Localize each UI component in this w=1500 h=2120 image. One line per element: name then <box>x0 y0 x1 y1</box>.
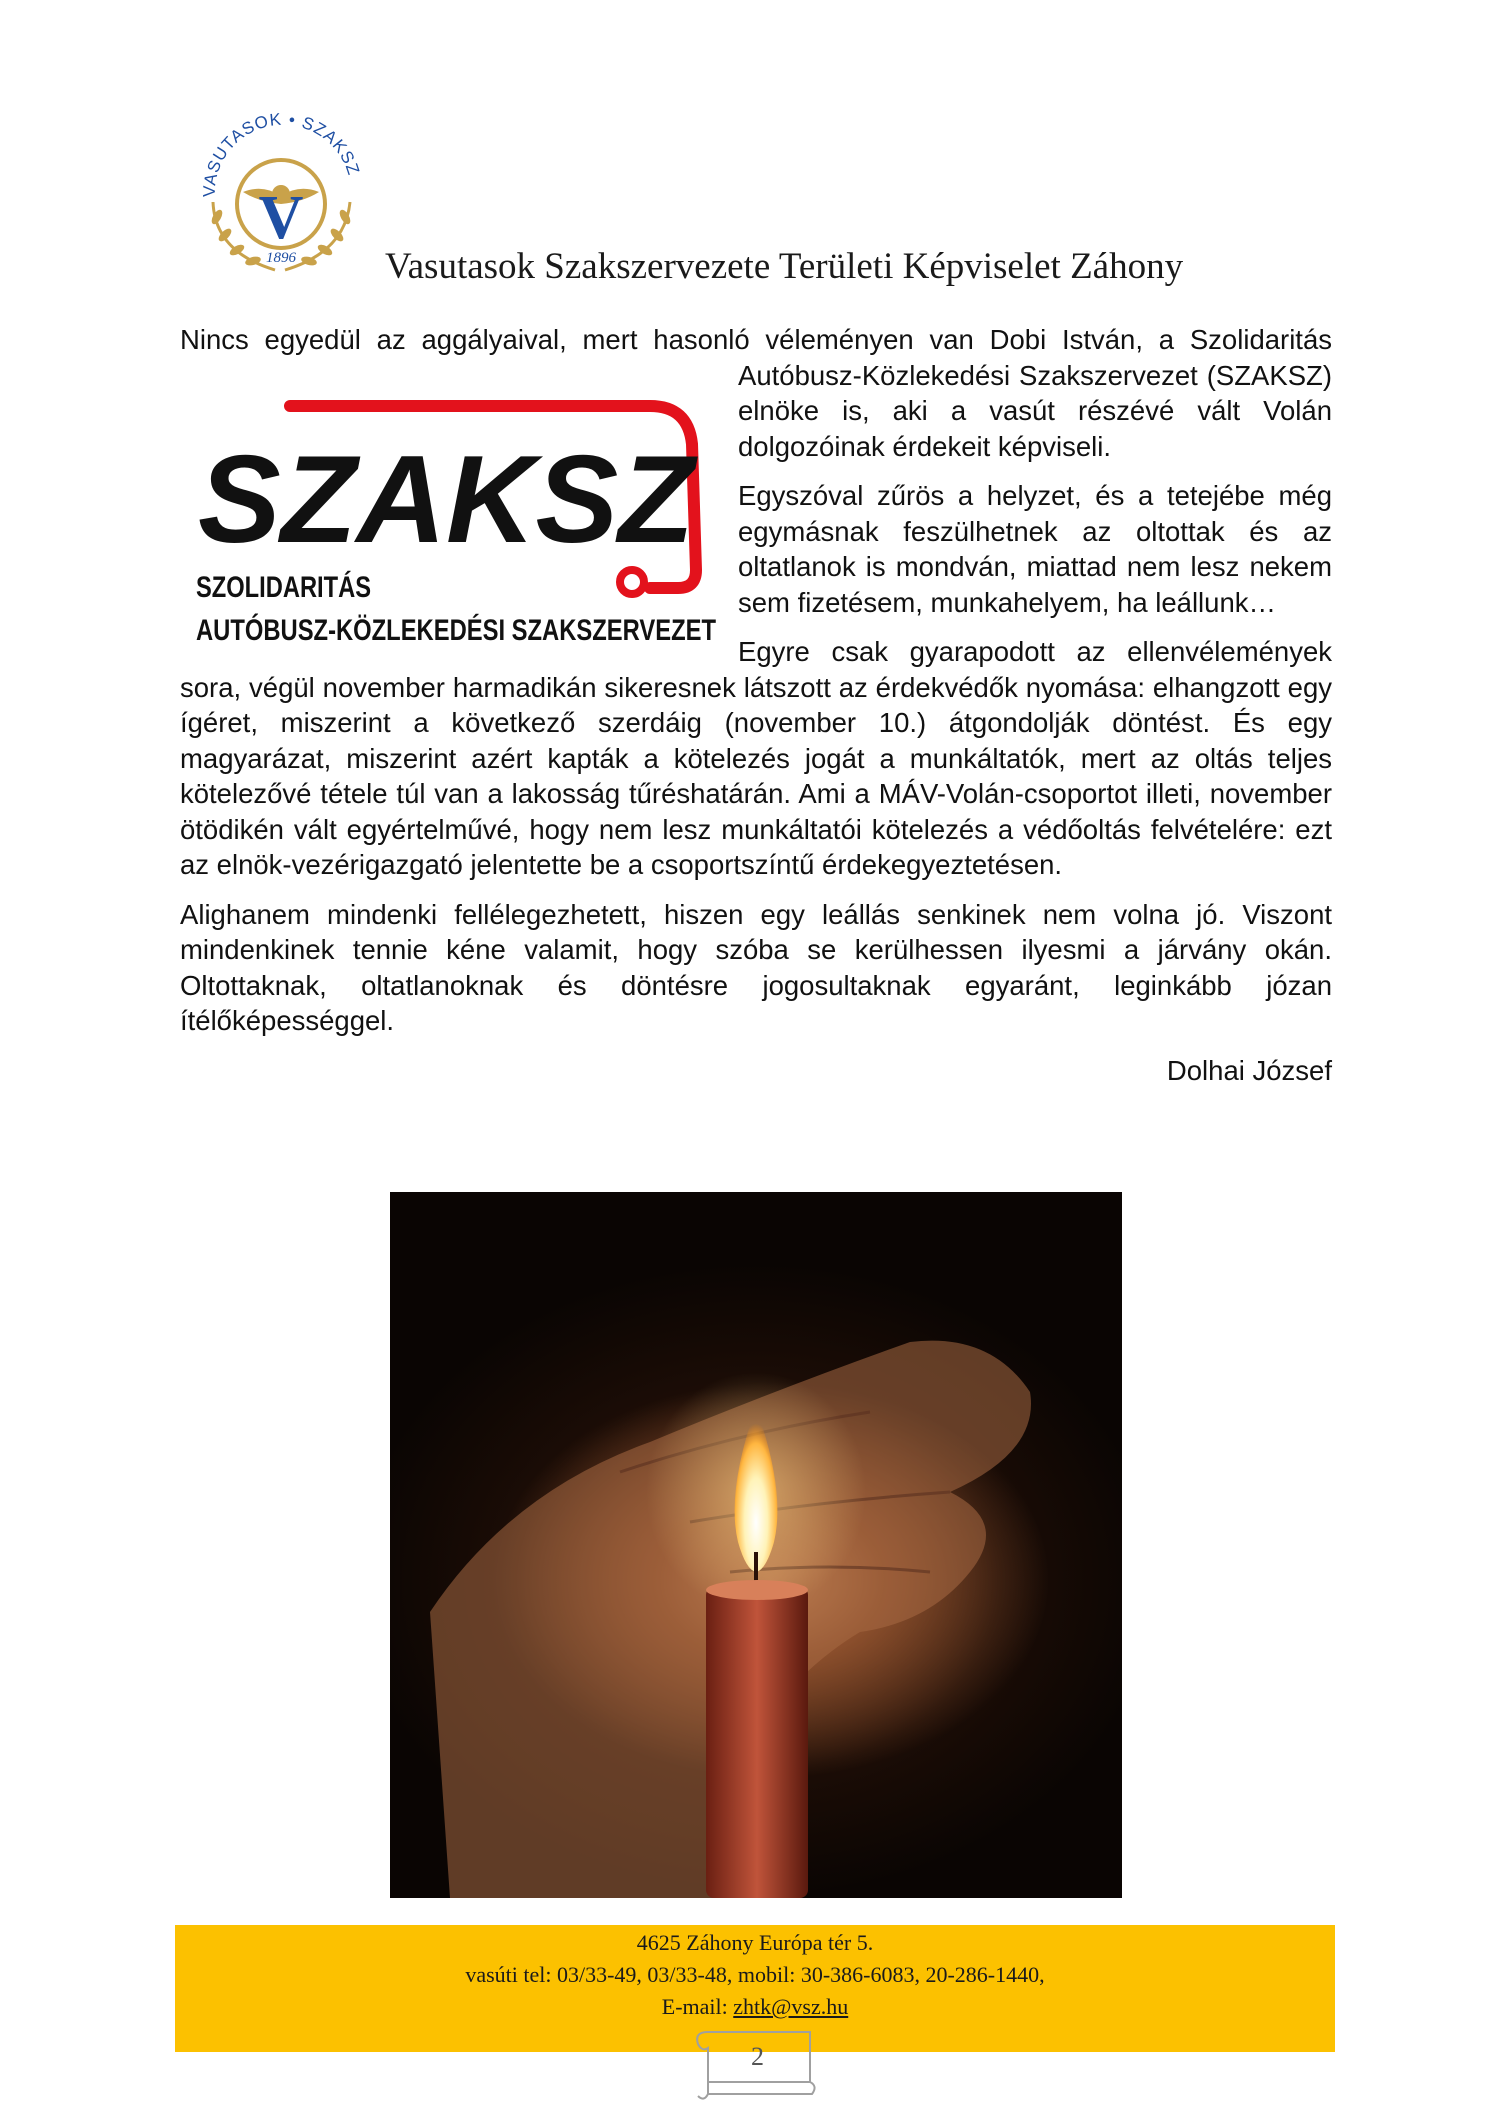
signature: Dolhai József <box>1166 1054 1332 1086</box>
footer-email-label: E-mail: <box>661 1994 734 2019</box>
footer-address: 4625 Záhony Európa tér 5. <box>636 1930 874 1955</box>
candle-hand-icon <box>390 1192 1122 1898</box>
emblem-top-text: VASUTASOK • SZAKSZ <box>199 109 364 198</box>
paragraph-3: Egyre csak gyarapodott az ellenvélemények sora, végül november harmadikán sikeresnek látszott az érdekvédők nyomása: elhangzott egy ígéret, miszerint a következő szerdáig (november 10.) átgondolják döntést. És egy magyarázat, miszerint azért kapták a kötelezés jogát a munkáltatók, mert az oltás teljes kötelezővé tétele túl van a lakosság tűréshatárán. Ami a MÁV-Volán-csoportot illeti, november ötödikén vált egyértelművé, hogy nem lesz munkáltatói kötelezés a védőoltás felvételére: ezt az elnök-vezérigazgató jelentette be a csoportszíntű érdekegyeztetésen. <box>180 636 1332 880</box>
candle-photo <box>390 1192 1122 1898</box>
page-number: 2 <box>751 2042 764 2071</box>
szaksz-name: SZAKSZ <box>198 431 694 569</box>
emblem-year: 1896 <box>266 250 296 266</box>
footer-email-link[interactable]: zhtk@vsz.hu <box>733 1994 849 2019</box>
footer-email-line <box>175 1991 1335 2023</box>
union-logo <box>185 92 375 282</box>
szaksz-line2: AUTÓBUSZ-KÖZLEKEDÉSI SZAKSZERVEZET <box>196 614 853 647</box>
szaksz-bus-logo-icon <box>180 392 853 658</box>
footer-phones: vasúti tel: 03/33-49, 03/33-48, mobil: 30-386-6083, 20-286-1440, <box>465 1962 1045 1987</box>
page-number-scroll <box>690 2024 825 2104</box>
article-body <box>180 322 1332 1102</box>
page-title: Vasutasok Szakszervezete Területi Képviselet Záhony <box>385 246 1184 287</box>
paragraph-4: Alighanem mindenki fellélegezhetett, hiszen egy leállás senkinek nem volna jó. Viszont mindenkinek tennie kéne valamit, hogy szóba se kerülhessen ilyesmi a járvány okán. Oltottaknak, oltatlanoknak és döntésre jogosultaknak egyaránt, leginkább józan ítélőképességgel. <box>180 898 1332 1036</box>
union-emblem-icon <box>185 92 375 282</box>
paragraph-2: Egyszóval zűrös a helyzet, és a tetejébe még egymásnak feszülhetnek az oltottak és az oltatlanok is mondván, miattad nem lesz nekem sem fizetésem, munkahelyem, ha leállunk… <box>738 480 1332 618</box>
emblem-letter: V <box>258 184 304 252</box>
paragraph-1: Nincs egyedül az aggályaival, mert hasonló véleményen van Dobi István, a Szolidaritás Autóbusz-Közlekedési Szakszervezet (SZAKSZ) elnöke is, aki a vasút részévé vált Volán dolgozóinak érdekeit képviseli. <box>180 324 1332 462</box>
szaksz-logo <box>180 392 853 658</box>
szaksz-line1: SZOLIDARITÁS <box>196 571 418 604</box>
